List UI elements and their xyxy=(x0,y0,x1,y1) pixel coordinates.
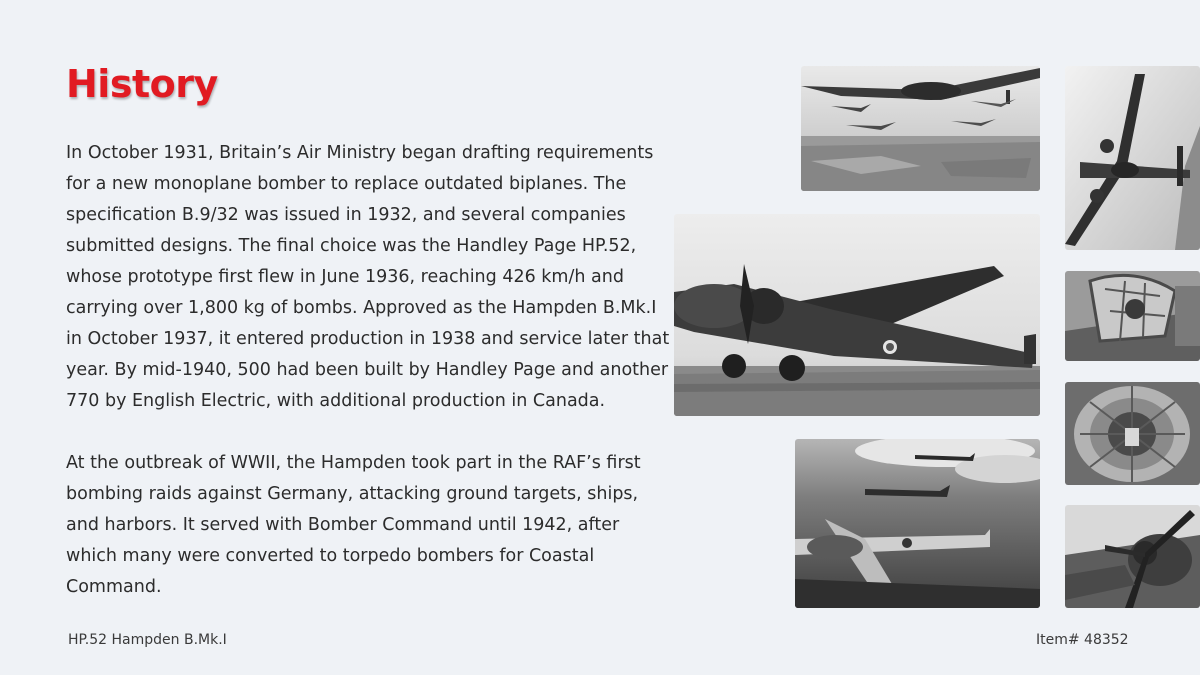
photo-hampden-on-ground xyxy=(674,214,1040,416)
footer-item-number: Item# 48352 xyxy=(1036,632,1129,648)
photo-formation-over-airfield xyxy=(801,66,1040,191)
history-paragraph-2: At the outbreak of WWII, the Hampden took part in the RAF’s first bombing raids against Germany, attacking ground targets, ships, and harbors. It served with Bomber Command until 1942, after which many were converted to torpedo bombers for Coastal Command. xyxy=(66,453,641,597)
slide-title: History xyxy=(66,62,218,106)
photo-cockpit-closeup xyxy=(1065,271,1200,361)
history-text xyxy=(66,138,670,634)
photo-fuselage-interior xyxy=(1065,382,1200,485)
photo-engine-propeller xyxy=(1065,505,1200,608)
photo-formation-flight xyxy=(795,439,1040,608)
history-paragraph-1: In October 1931, Britain’s Air Ministry began drafting requirements for a new monoplane bomber to replace outdated biplanes. The specification B.9/32 was issued in 1932, and several companies submitted designs. The final choice was the Handley Page HP.52, whose prototype first flew in June 1936, reaching 426 km/h and carrying over 1,800 kg of bombs. Approved as the Hampden B.Mk.I in October 1937, it entered production in 1938 and service later that year. By mid-1940, 500 had been built by Handley Page and another 770 by English Electric, with additional production in Canada. xyxy=(66,143,670,411)
photo-aircraft-underside xyxy=(1065,66,1200,250)
footer-model-name: HP.52 Hampden B.Mk.I xyxy=(68,632,227,648)
